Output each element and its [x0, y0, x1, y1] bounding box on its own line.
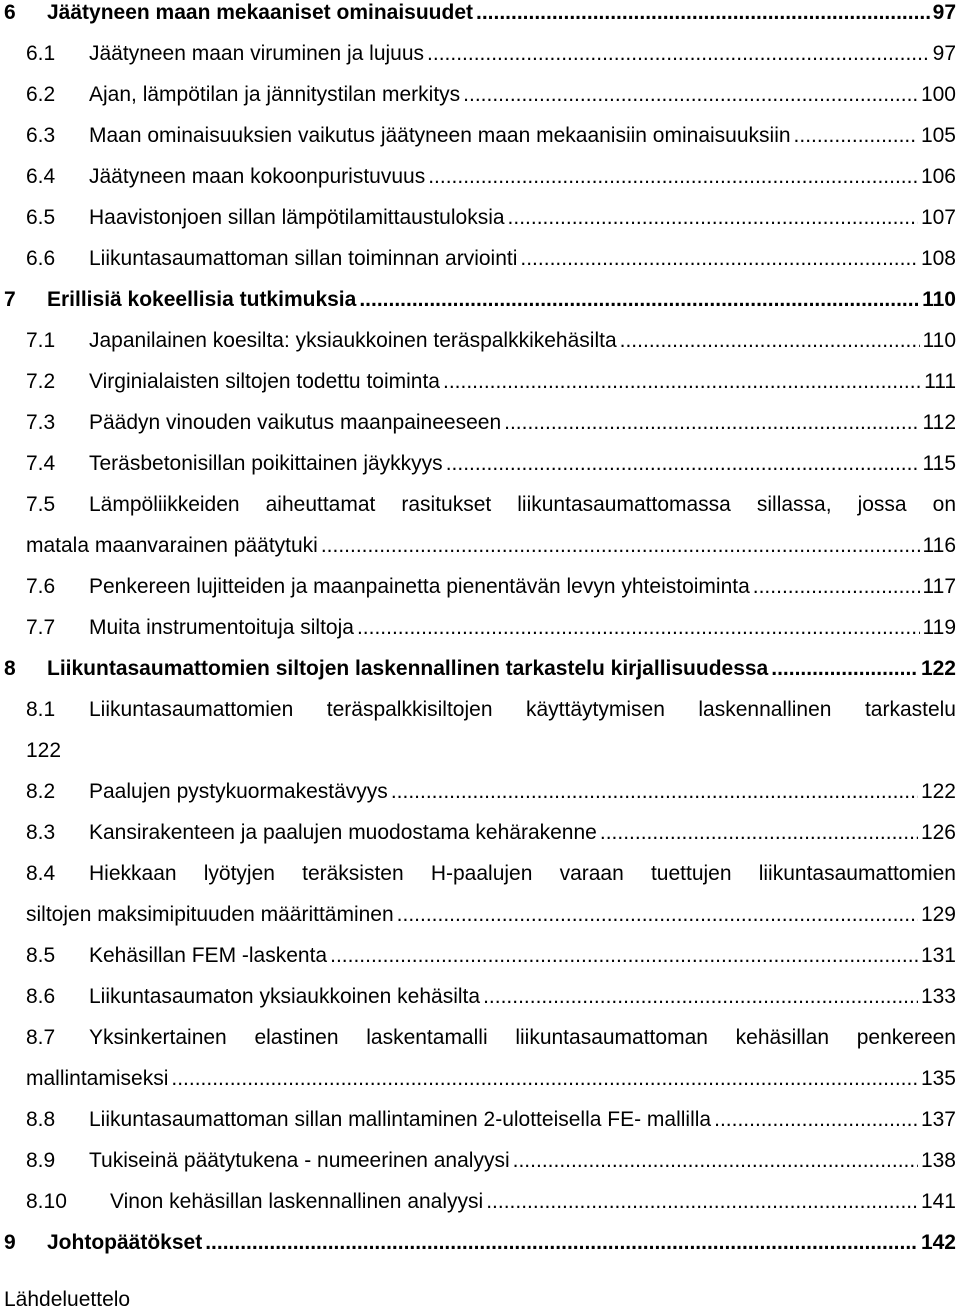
toc-section[interactable]	[0, 162, 956, 192]
toc-section[interactable]	[0, 1146, 956, 1176]
toc-section[interactable]	[0, 818, 956, 848]
toc-page-number: 108	[920, 247, 956, 270]
toc-section[interactable]	[0, 367, 956, 397]
toc-page-number: 122	[26, 739, 62, 762]
toc-number: 8.8	[26, 1108, 56, 1131]
toc-title: Liikuntasaumattomien siltojen laskennallinen tarkastelu kirjallisuudessa	[47, 657, 769, 680]
toc-number: 6.6	[26, 247, 56, 270]
toc-number: 6.2	[26, 83, 56, 106]
toc-title: Kansirakenteen ja paalujen muodostama kehärakenne	[89, 821, 597, 844]
dot-leader	[330, 941, 918, 971]
toc-section[interactable]	[0, 326, 956, 356]
toc-number: 8.1	[26, 698, 56, 721]
toc-page-number: 110	[922, 288, 956, 311]
dot-leader	[428, 162, 918, 192]
toc-page-number: 111	[924, 370, 956, 393]
toc-page-number: 131	[920, 944, 956, 967]
toc-page-number: 138	[920, 1149, 956, 1172]
toc-section[interactable]	[0, 203, 956, 233]
toc-page-number: 122	[920, 780, 956, 803]
toc-title: Virginialaisten siltojen todettu toiminta	[89, 370, 440, 393]
dot-leader	[600, 818, 918, 848]
toc-number: 8	[4, 657, 16, 680]
dot-leader	[446, 449, 920, 479]
toc-title: Haavistonjoen sillan lämpötilamittaustuloksia	[89, 206, 505, 229]
toc-title: Liikuntasaumattoman sillan toiminnan arviointi	[89, 247, 518, 270]
toc-page-number: 119	[922, 616, 956, 639]
dot-leader	[794, 121, 918, 151]
dot-leader	[171, 1064, 918, 1094]
toc-section[interactable]	[0, 1023, 956, 1090]
toc-page-number: 137	[920, 1108, 956, 1131]
toc-section[interactable]	[0, 408, 956, 438]
dot-leader	[391, 777, 918, 807]
toc-title: Muita instrumentoituja siltoja	[89, 616, 354, 639]
toc-section[interactable]	[0, 121, 956, 151]
toc-number: 6	[4, 1, 16, 24]
toc-title: Johtopäätökset	[47, 1231, 203, 1254]
toc-title: Päädyn vinouden vaikutus maanpaineeseen	[89, 411, 502, 434]
toc-chapter[interactable]	[0, 1228, 956, 1258]
toc-title: Tukiseinä päätytukena - numeerinen analyysi	[89, 1149, 510, 1172]
toc-title: Penkereen lujitteiden ja maanpainetta pienentävän levyn yhteistoiminta	[89, 575, 750, 598]
toc-page-number: 141	[920, 1190, 956, 1213]
toc-title: Liikuntasaumattomien teräspalkkisiltojen käyttäytymisen laskennallinen tarkastelu	[89, 698, 956, 721]
dot-leader	[520, 244, 918, 274]
toc-section[interactable]	[0, 39, 956, 69]
toc-title: Vinon kehäsillan laskennallinen analyysi	[110, 1190, 484, 1213]
toc-page-number: 110	[922, 329, 956, 352]
toc-section[interactable]	[0, 777, 956, 807]
toc-number: 7.7	[26, 616, 56, 639]
toc-number: 6.5	[26, 206, 56, 229]
toc-page-number: 122	[920, 657, 956, 680]
toc-page-number: 135	[920, 1067, 956, 1090]
toc-number: 8.2	[26, 780, 56, 803]
toc-title: Erillisiä kokeellisia tutkimuksia	[47, 288, 357, 311]
toc-page-number: 116	[922, 534, 956, 557]
toc-section[interactable]	[0, 695, 956, 762]
toc-title: Liikuntasaumaton yksiaukkoinen kehäsilta	[89, 985, 481, 1008]
toc-section[interactable]	[0, 80, 956, 110]
dot-leader	[753, 572, 920, 602]
toc-title-continued: siltojen maksimipituuden määrittäminen	[26, 903, 394, 926]
toc-section[interactable]	[0, 244, 956, 274]
dot-leader	[508, 203, 918, 233]
dot-leader	[397, 900, 918, 930]
dot-leader	[714, 1105, 918, 1135]
toc-title-continued: matala maanvarainen päätytuki	[26, 534, 318, 557]
toc-title: Jäätyneen maan viruminen ja lujuus	[89, 42, 425, 65]
toc-title: Japanilainen koesilta: yksiaukkoinen teräspalkkikehäsilta	[89, 329, 617, 352]
dot-leader	[463, 80, 918, 110]
toc-chapter[interactable]	[0, 654, 956, 684]
toc-title: Hiekkaan lyötyjen teräksisten H-paalujen varaan tuettujen liikuntasaumattomien	[89, 862, 956, 885]
toc-section[interactable]	[0, 1187, 956, 1217]
toc-chapter[interactable]	[0, 0, 956, 28]
dot-leader	[513, 1146, 918, 1176]
toc-number: 6.3	[26, 124, 56, 147]
toc-section[interactable]	[0, 1105, 956, 1135]
toc-section[interactable]	[0, 572, 956, 602]
dot-leader	[504, 408, 919, 438]
dot-leader	[443, 367, 921, 397]
toc-title: Yksinkertainen elastinen laskentamalli liikuntasaumattoman kehäsillan penkereen	[89, 1026, 956, 1049]
toc-section[interactable]	[0, 982, 956, 1012]
dot-leader	[205, 1228, 918, 1258]
dot-leader	[476, 0, 930, 28]
toc-section[interactable]	[0, 613, 956, 643]
toc-number: 7.3	[26, 411, 56, 434]
toc-section[interactable]	[0, 490, 956, 557]
toc-page-number: 115	[922, 452, 956, 475]
toc-page-number: 117	[922, 575, 956, 598]
references-heading: Lähdeluettelo	[4, 1288, 131, 1311]
toc-page-number: 142	[920, 1231, 956, 1254]
toc-title-continued: mallintamiseksi	[26, 1067, 169, 1090]
toc-number: 6.1	[26, 42, 56, 65]
toc-number: 8.6	[26, 985, 56, 1008]
toc-title: Maan ominaisuuksien vaikutus jäätyneen maan mekaanisiin ominaisuuksiin	[89, 124, 791, 147]
toc-page-number: 97	[932, 42, 956, 65]
toc-title: Teräsbetonisillan poikittainen jäykkyys	[89, 452, 443, 475]
toc-page-number: 129	[920, 903, 956, 926]
dot-leader	[620, 326, 920, 356]
toc-number: 6.4	[26, 165, 56, 188]
toc-number: 8.7	[26, 1026, 56, 1049]
toc-title: Kehäsillan FEM -laskenta	[89, 944, 328, 967]
toc-title: Lämpöliikkeiden aiheuttamat rasitukset liikuntasaumattomassa sillassa, jossa on	[89, 493, 956, 516]
toc-section[interactable]	[0, 859, 956, 926]
toc-number: 7.4	[26, 452, 56, 475]
toc-chapter[interactable]	[0, 285, 956, 315]
toc-number: 8.10	[26, 1190, 67, 1213]
toc-page-number: 106	[920, 165, 956, 188]
toc-page-number: 97	[932, 1, 956, 24]
toc-page-number: 100	[920, 83, 956, 106]
toc-number: 8.5	[26, 944, 56, 967]
toc-page-number: 126	[920, 821, 956, 844]
toc-title: Paalujen pystykuormakestävyys	[89, 780, 388, 803]
toc-number: 7.2	[26, 370, 56, 393]
dot-leader	[357, 613, 920, 643]
toc-number: 8.9	[26, 1149, 56, 1172]
toc-section[interactable]	[0, 941, 956, 971]
toc-number: 9	[4, 1231, 16, 1254]
toc-title: Liikuntasaumattoman sillan mallintaminen 2-ulotteisella FE- mallilla	[89, 1108, 712, 1131]
toc-number: 8.3	[26, 821, 56, 844]
toc-number: 7.5	[26, 493, 56, 516]
toc-page-number: 105	[920, 124, 956, 147]
toc-title: Ajan, lämpötilan ja jännitystilan merkitys	[89, 83, 461, 106]
toc-title: Jäätyneen maan kokoonpuristuvuus	[89, 165, 426, 188]
toc-page-number: 133	[920, 985, 956, 1008]
dot-leader	[486, 1187, 918, 1217]
toc-number: 7	[4, 288, 16, 311]
toc-page-number: 107	[920, 206, 956, 229]
toc-section[interactable]	[0, 449, 956, 479]
dot-leader	[359, 285, 919, 315]
dot-leader	[427, 39, 930, 69]
toc-number: 7.6	[26, 575, 56, 598]
dot-leader	[771, 654, 918, 684]
dot-leader	[321, 531, 920, 561]
dot-leader	[483, 982, 918, 1012]
toc-page-number: 112	[922, 411, 956, 434]
toc-title: Jäätyneen maan mekaaniset ominaisuudet	[47, 1, 473, 24]
toc-number: 7.1	[26, 329, 56, 352]
toc-number: 8.4	[26, 862, 56, 885]
